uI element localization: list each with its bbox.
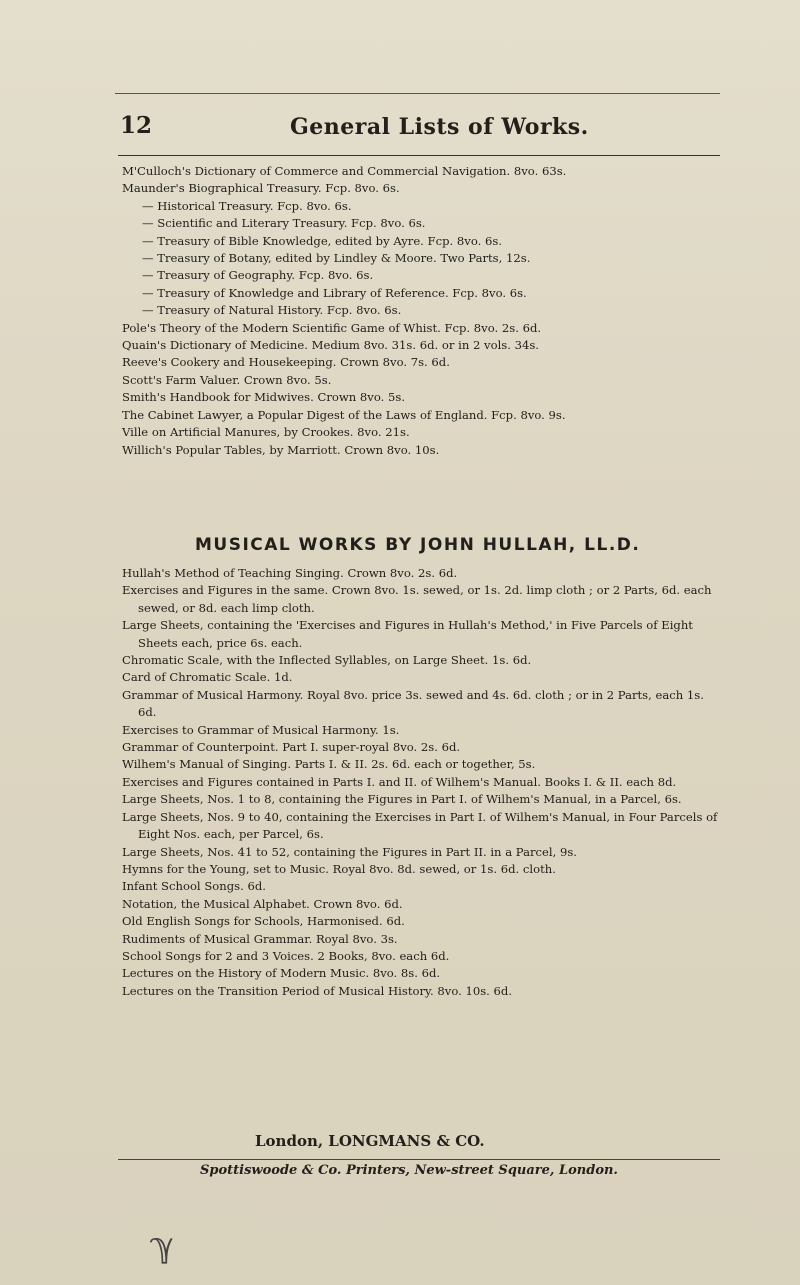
list-entry: Rudiments of Musical Grammar. Royal 8vo. 3s.	[122, 931, 398, 946]
list-entry: Hymns for the Young, set to Music. Royal 8vo. 8d. sewed, or 1s. 6d. cloth.	[122, 861, 556, 876]
musical-works-list	[122, 565, 722, 1000]
list-entry: — Treasury of Bible Knowledge, edited by Ayre. Fcp. 8vo. 6s.	[142, 233, 502, 248]
list-entry: Scott's Farm Valuer. Crown 8vo. 5s.	[122, 372, 332, 387]
list-entry: M'Culloch's Dictionary of Commerce and Commercial Navigation. 8vo. 63s.	[122, 164, 567, 178]
list-entry: Exercises and Figures in the same. Crown 8vo. 1s. sewed, or 1s. 2d. limp cloth ; or 2 Parts, 6d. each sewed, or 8d. each limp cloth.	[122, 583, 712, 615]
list-entry: Old English Songs for Schools, Harmonised. 6d.	[122, 914, 405, 929]
list-entry: Smith's Handbook for Midwives. Crown 8vo. 5s.	[122, 390, 406, 405]
list-entry: Maunder's Biographical Treasury. Fcp. 8vo. 6s.	[122, 181, 400, 196]
list-entry: Grammar of Musical Harmony. Royal 8vo. price 3s. sewed and 4s. 6d. cloth ; or in 2 Parts, each 1s. 6d.	[122, 687, 704, 720]
list-entry: Reeve's Cookery and Housekeeping. Crown 8vo. 7s. 6d.	[122, 355, 450, 370]
list-entry: — Scientific and Literary Treasury. Fcp. 8vo. 6s.	[142, 216, 426, 231]
list-entry: Large Sheets, Nos. 1 to 8, containing the Figures in Part I. of Wilhem's Manual, in a Parcel, 6s.	[122, 792, 682, 807]
list-entry: Large Sheets, Nos. 9 to 40, containing the Exercises in Part I. of Wilhem's Manual, in Four Parcels of Eight Nos. each, per Parcel, 6s.	[122, 809, 718, 842]
list-entry: Willich's Popular Tables, by Marriott. Crown 8vo. 10s.	[122, 442, 440, 457]
list-entry: Large Sheets, containing the 'Exercises and Figures in Hullah's Method,' in Five Parcels of Eight Sheets each, price 6s. each.	[122, 618, 693, 650]
list-entry: Infant School Songs. 6d.	[122, 879, 266, 894]
page-number: 12	[120, 112, 153, 139]
printer-line: Spottiswoode & Co. Printers, New-street Square, London.	[200, 1163, 618, 1178]
top-rule	[115, 93, 720, 94]
list-entry: — Treasury of Geography. Fcp. 8vo. 6s.	[142, 268, 374, 283]
handwritten-mark: ℽ	[150, 1226, 175, 1266]
list-entry: Lectures on the Transition Period of Musical History. 8vo. 10s. 6d.	[122, 983, 513, 998]
list-entry: Exercises and Figures contained in Parts I. and II. of Wilhem's Manual. Books I. & II. each 8d.	[122, 774, 677, 789]
list-entry: Card of Chromatic Scale. 1d.	[122, 670, 293, 685]
list-entry: Lectures on the History of Modern Music. 8vo. 8s. 6d.	[122, 966, 441, 981]
list-entry: Hullah's Method of Teaching Singing. Crown 8vo. 2s. 6d.	[122, 566, 458, 580]
list-entry: — Historical Treasury. Fcp. 8vo. 6s.	[142, 198, 352, 213]
list-entry: — Treasury of Knowledge and Library of Reference. Fcp. 8vo. 6s.	[142, 285, 527, 300]
running-head: General Lists of Works.	[290, 114, 589, 140]
header-rule	[118, 155, 720, 156]
list-entry: Notation, the Musical Alphabet. Crown 8vo. 6d.	[122, 896, 403, 911]
list-entry: Quain's Dictionary of Medicine. Medium 8vo. 31s. 6d. or in 2 vols. 34s.	[122, 338, 539, 353]
list-entry: Large Sheets, Nos. 41 to 52, containing the Figures in Part II. in a Parcel, 9s.	[122, 844, 577, 859]
list-entry: Ville on Artificial Manures, by Crookes. 8vo. 21s.	[122, 425, 410, 440]
publisher-imprint: London, LONGMANS & CO.	[255, 1132, 485, 1150]
page-header	[120, 112, 720, 148]
list-entry: The Cabinet Lawyer, a Popular Digest of the Laws of England. Fcp. 8vo. 9s.	[122, 407, 566, 422]
general-works-list	[122, 163, 722, 459]
list-entry: Pole's Theory of the Modern Scientific Game of Whist. Fcp. 8vo. 2s. 6d.	[122, 320, 542, 335]
list-entry: — Treasury of Natural History. Fcp. 8vo. 6s.	[142, 303, 402, 318]
list-entry: School Songs for 2 and 3 Voices. 2 Books, 8vo. each 6d.	[122, 948, 450, 963]
section-title: MUSICAL WORKS BY JOHN HULLAH, LL.D.	[195, 535, 641, 555]
list-entry: Exercises to Grammar of Musical Harmony. 1s.	[122, 722, 400, 737]
list-entry: — Treasury of Botany, edited by Lindley & Moore. Two Parts, 12s.	[142, 251, 531, 266]
list-entry: Grammar of Counterpoint. Part I. super-royal 8vo. 2s. 6d.	[122, 740, 461, 755]
list-entry: Wilhem's Manual of Singing. Parts I. & II. 2s. 6d. each or together, 5s.	[122, 757, 536, 772]
list-entry: Chromatic Scale, with the Inflected Syllables, on Large Sheet. 1s. 6d.	[122, 653, 532, 668]
footer-rule	[118, 1159, 720, 1160]
